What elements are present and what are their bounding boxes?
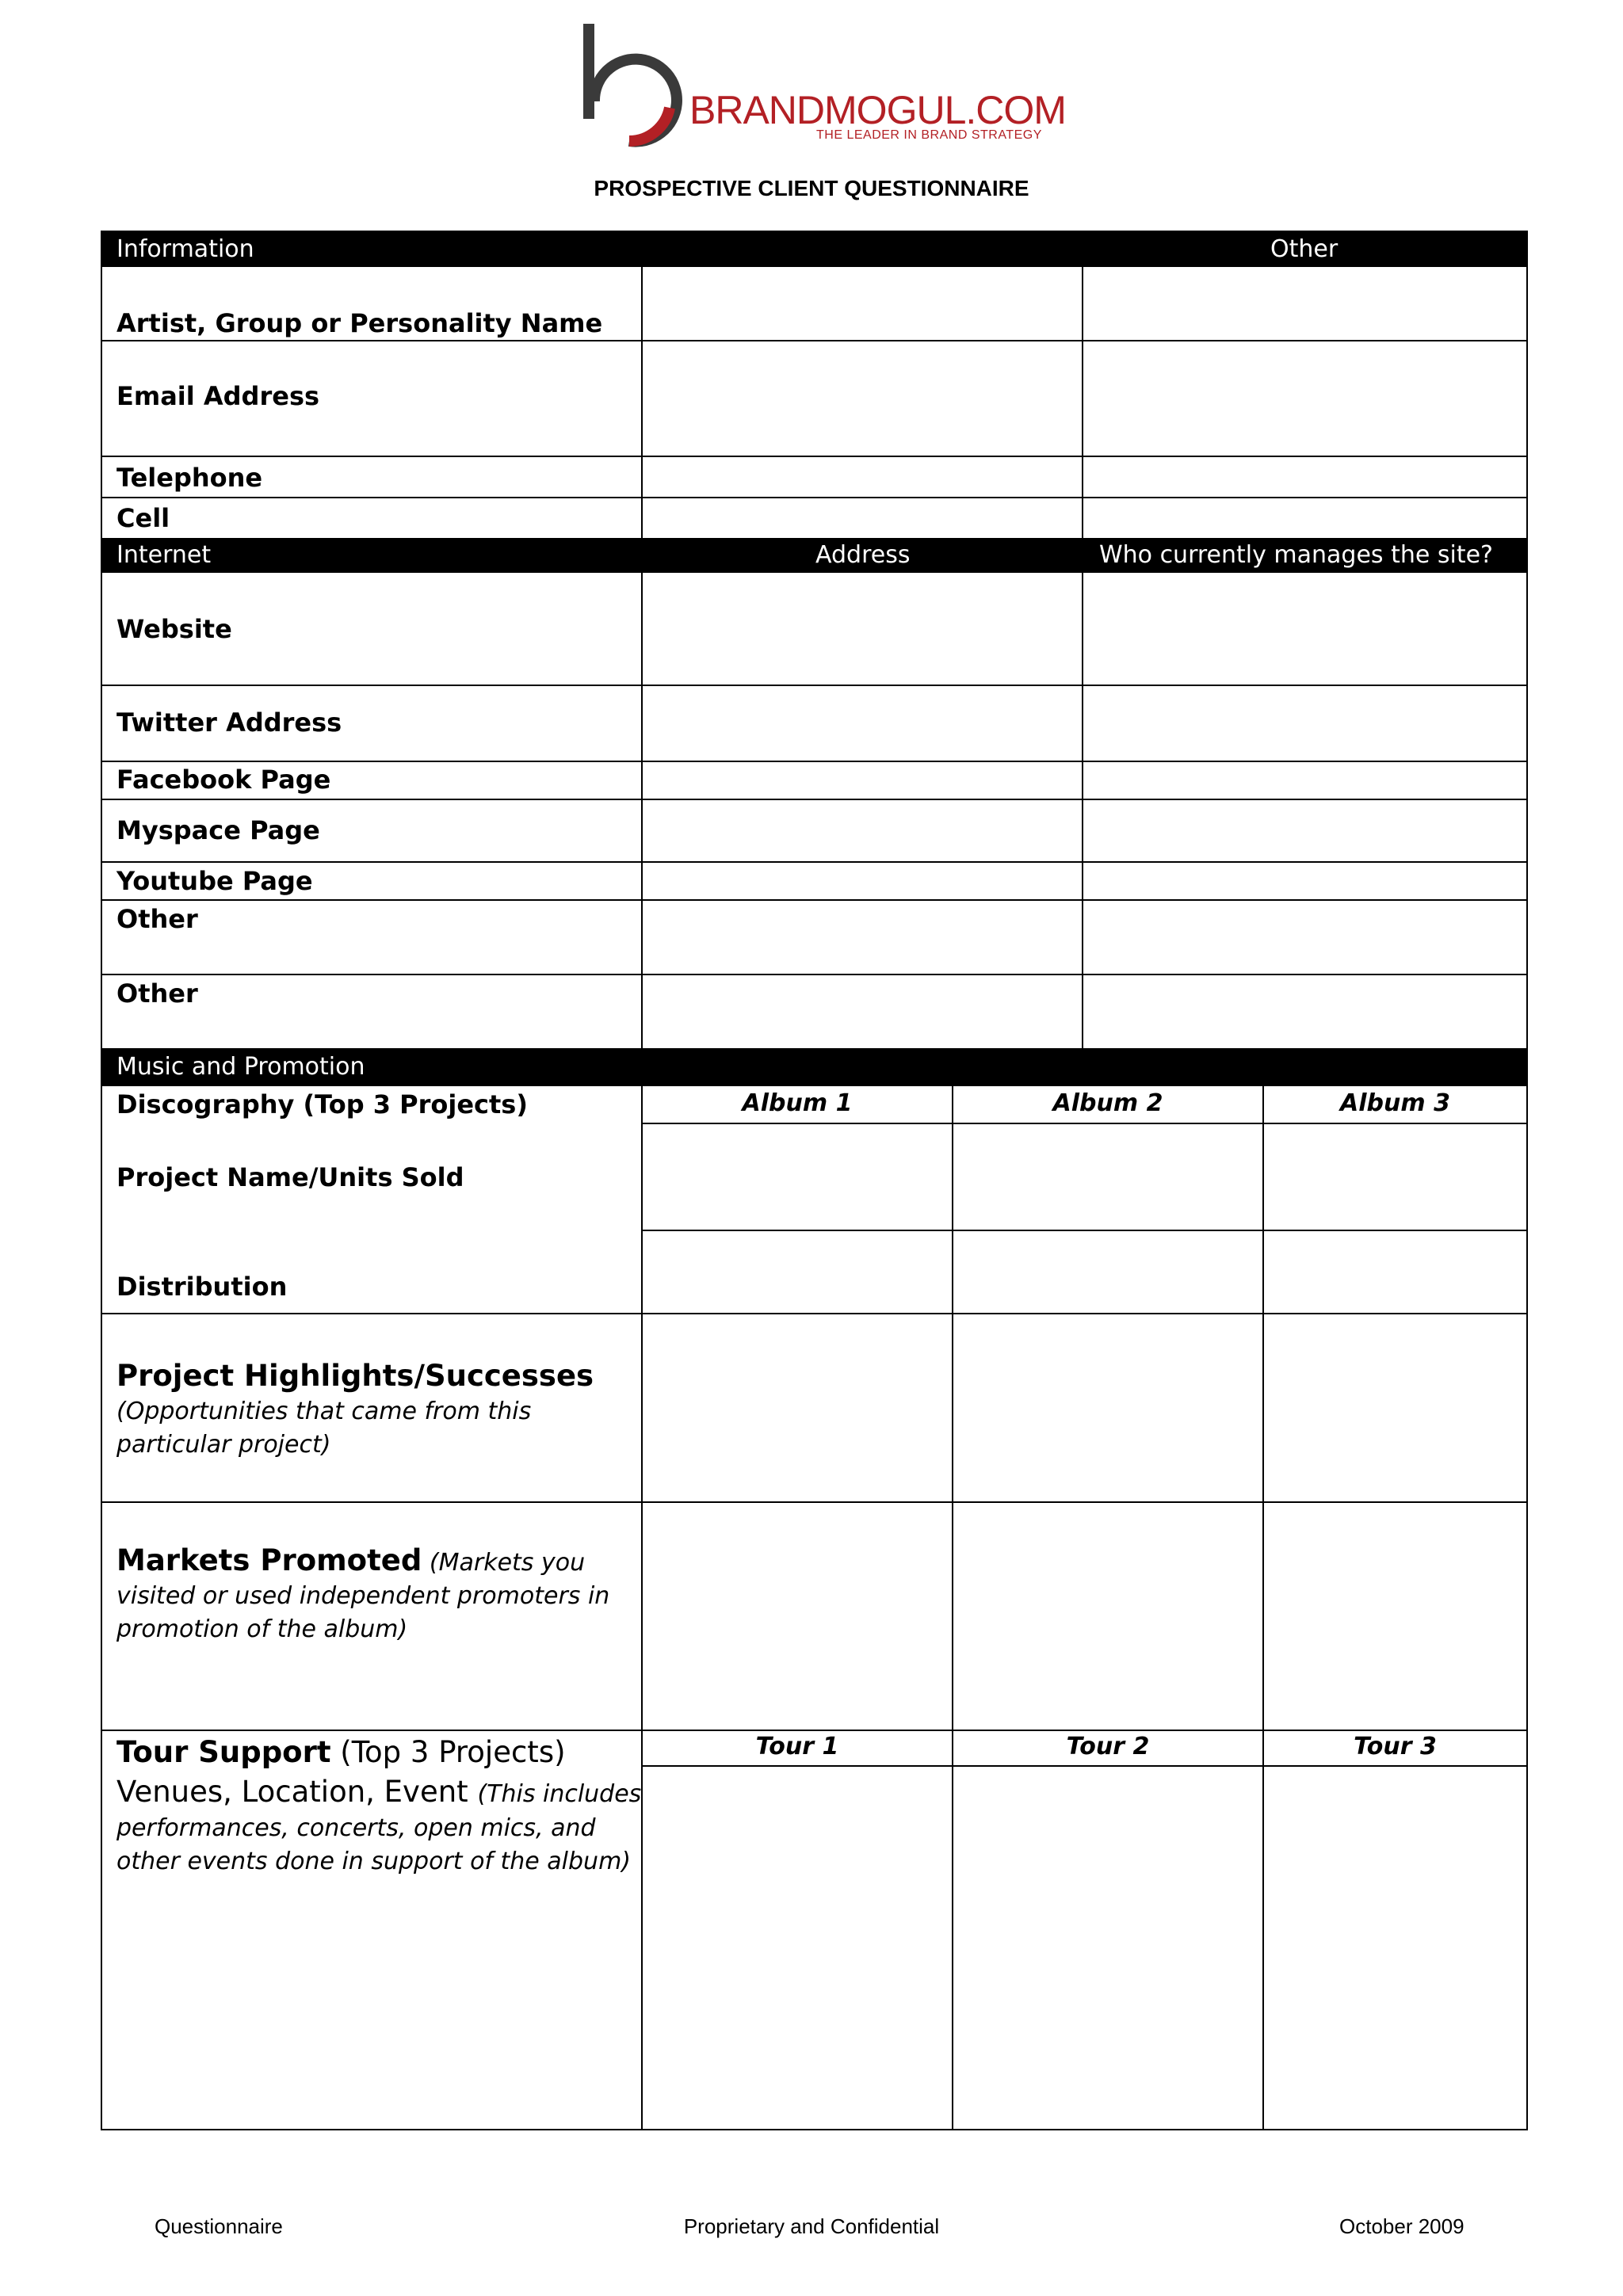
tour-2-field[interactable] [953,1767,1262,2129]
facebook-address-field[interactable] [643,762,1083,799]
youtube-address-field[interactable] [643,863,1083,899]
tour-line2: Venues, Location, Event [116,1775,478,1809]
footer-right: October 2009 [1339,2214,1465,2238]
brand-logo [579,22,1070,157]
divider [102,1730,1526,1731]
cell-other-field[interactable] [1083,498,1526,538]
album-2-highlights-field[interactable] [953,1314,1262,1501]
project-name-label: Project Name/Units Sold [116,1162,464,1192]
information-header-bar [102,232,1526,267]
tour-description [116,1772,655,1878]
album-2-header: Album 2 [1052,1089,1163,1117]
other-address-field-2[interactable] [643,975,1083,1048]
other-manager-field-1[interactable] [1083,901,1526,974]
tour-title-suffix: (Top 3 Projects) [330,1735,566,1769]
music-header: Music and Promotion [116,1053,365,1081]
artist-name-label: Artist, Group or Personality Name [116,308,603,338]
myspace-manager-field[interactable] [1083,800,1526,861]
markets-note: (Markets you visited or used independent promoters in promotion of the album) [116,1549,610,1643]
address-header: Address [815,541,911,569]
internet-header: Internet [116,541,212,569]
logo-b-mark-icon [579,22,697,157]
cell-label: Cell [116,503,170,533]
facebook-manager-field[interactable] [1083,762,1526,799]
tour-note: (This includes performances, concerts, open mics, and other events done in support of the album) [116,1780,642,1875]
website-address-field[interactable] [643,573,1083,685]
album-2-markets-field[interactable] [953,1503,1262,1730]
artist-name-field[interactable] [643,267,1083,340]
tour-title-line [116,1733,655,1772]
footer-center: Proprietary and Confidential [683,2214,940,2238]
twitter-label: Twitter Address [116,707,342,738]
footer-left: Questionnaire [155,2214,283,2238]
album-1-header: Album 1 [742,1089,853,1117]
artist-name-other-field[interactable] [1083,267,1526,340]
album-3-highlights-field[interactable] [1264,1314,1526,1501]
youtube-manager-field[interactable] [1083,863,1526,899]
album-3-header: Album 3 [1340,1089,1450,1117]
facebook-label: Facebook Page [116,765,331,795]
email-other-field[interactable] [1083,341,1526,456]
album-3-project-field[interactable] [1264,1124,1526,1230]
highlights-note: (Opportunities that came from this particular project) [116,1398,532,1459]
document-title: PROSPECTIVE CLIENT QUESTIONNAIRE [594,176,1029,200]
divider [1082,267,1083,538]
album-2-project-field[interactable] [953,1124,1262,1230]
brand-tagline: THE LEADER IN BRAND STRATEGY [816,128,1042,142]
questionnaire-form [101,231,1528,2130]
telephone-field[interactable] [643,457,1083,497]
telephone-label: Telephone [116,463,263,493]
album-3-distribution-field[interactable] [1264,1231,1526,1313]
tour-3-field[interactable] [1264,1767,1526,2129]
album-2-distribution-field[interactable] [953,1231,1262,1313]
divider [1082,573,1083,1048]
album-1-project-field[interactable] [643,1124,952,1230]
divider [641,573,643,1048]
brand-name-part2: MOGUL.COM [824,88,1066,132]
tour-block [116,1733,655,1878]
brand-wordmark [689,87,1066,133]
internet-header-bar [102,538,1526,573]
other-link-label-1: Other [116,904,198,934]
tour-3-header: Tour 3 [1354,1733,1437,1760]
album-3-markets-field[interactable] [1264,1503,1526,1730]
youtube-label: Youtube Page [116,866,313,896]
other-header: Other [1270,235,1338,263]
website-manager-field[interactable] [1083,573,1526,685]
cell-field[interactable] [643,498,1083,538]
site-manager-header: Who currently manages the site? [1099,541,1493,569]
highlights-block [116,1357,640,1462]
myspace-label: Myspace Page [116,815,320,845]
markets-block [116,1544,640,1646]
tour-1-field[interactable] [643,1767,952,2129]
distribution-label: Distribution [116,1272,288,1302]
other-manager-field-2[interactable] [1083,975,1526,1048]
music-header-bar [102,1048,1526,1086]
album-1-highlights-field[interactable] [643,1314,952,1501]
information-header: Information [116,235,254,263]
highlights-title: Project Highlights/Successes [116,1359,594,1393]
markets-title: Markets Promoted [116,1543,422,1577]
myspace-address-field[interactable] [643,800,1083,861]
other-address-field-1[interactable] [643,901,1083,974]
tour-1-header: Tour 1 [755,1733,839,1760]
email-field[interactable] [643,341,1083,456]
twitter-manager-field[interactable] [1083,686,1526,761]
tour-title: Tour Support [116,1735,331,1769]
email-label: Email Address [116,381,320,411]
discography-label: Discography (Top 3 Projects) [116,1089,528,1119]
brand-name-part1: BRAND [689,88,825,132]
album-1-distribution-field[interactable] [643,1231,952,1313]
twitter-address-field[interactable] [643,686,1083,761]
tour-2-header: Tour 2 [1066,1733,1150,1760]
album-1-markets-field[interactable] [643,1503,952,1730]
website-label: Website [116,614,232,644]
telephone-other-field[interactable] [1083,457,1526,497]
divider [641,267,643,538]
other-link-label-2: Other [116,978,198,1009]
